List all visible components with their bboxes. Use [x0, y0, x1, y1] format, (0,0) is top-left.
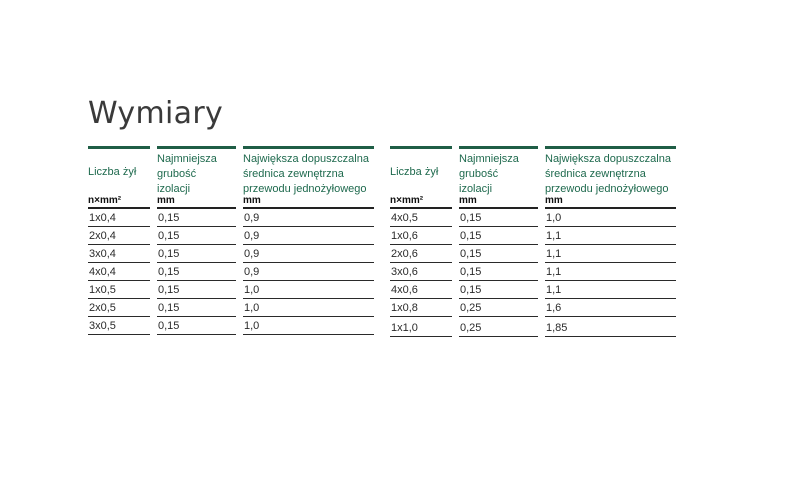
column-header — [459, 146, 538, 193]
table-cell: 0,15 — [157, 281, 236, 299]
table-cell: 1,0 — [243, 317, 374, 335]
table-cell: 0,15 — [157, 245, 236, 263]
column-header — [88, 146, 150, 193]
header-line: przewodu jednożyłowego — [545, 183, 669, 195]
header-line: Największa dopuszczalna — [545, 153, 671, 165]
table-cell: 4x0,5 — [390, 209, 452, 227]
table-cell: 1,1 — [545, 263, 676, 281]
header-line: przewodu jednożyłowego — [243, 183, 367, 195]
unit-label: mm — [545, 193, 676, 209]
column-header — [157, 146, 236, 193]
table-cell: 3x0,6 — [390, 263, 452, 281]
header-line: Liczba żył — [88, 166, 137, 178]
table-cell: 0,9 — [243, 263, 374, 281]
header-line: grubość — [459, 168, 499, 180]
table-cell: 1,1 — [545, 245, 676, 263]
table-cell: 1,1 — [545, 281, 676, 299]
unit-label: n×mm² — [88, 193, 150, 209]
table-cell: 0,25 — [459, 299, 538, 317]
column-header — [390, 146, 452, 193]
table-cell: 1,0 — [243, 281, 374, 299]
header-line: Liczba żył — [390, 166, 439, 178]
column-outer-diameter — [545, 146, 676, 337]
table-cell: 0,15 — [157, 227, 236, 245]
header-line: grubość — [157, 168, 197, 180]
table-cell: 0,15 — [157, 263, 236, 281]
header-line: średnica zewnętrzna — [545, 168, 646, 180]
table-cell: 1x1,0 — [390, 317, 452, 337]
table-cell: 1x0,8 — [390, 299, 452, 317]
page-title: Wymiary — [88, 96, 224, 131]
table-cell: 0,15 — [157, 209, 236, 227]
header-line: izolacji — [459, 183, 493, 195]
column-core-count — [88, 146, 150, 335]
table-cell: 0,15 — [459, 281, 538, 299]
table-cell: 2x0,6 — [390, 245, 452, 263]
column-header — [243, 146, 374, 193]
column-insulation — [459, 146, 538, 337]
unit-label: mm — [243, 193, 374, 209]
table-cell: 0,9 — [243, 209, 374, 227]
table-cell: 1,0 — [545, 209, 676, 227]
header-line: Największa dopuszczalna — [243, 153, 369, 165]
table-cell: 1x0,4 — [88, 209, 150, 227]
table-cell: 1x0,6 — [390, 227, 452, 245]
unit-label: mm — [157, 193, 236, 209]
table-cell: 0,15 — [459, 245, 538, 263]
table-cell: 1x0,5 — [88, 281, 150, 299]
table-cell: 0,15 — [157, 317, 236, 335]
header-line: Najmniejsza — [459, 153, 519, 165]
column-header — [545, 146, 676, 193]
column-core-count — [390, 146, 452, 337]
table-cell: 0,9 — [243, 227, 374, 245]
table-cell: 0,15 — [459, 227, 538, 245]
table-cell: 0,9 — [243, 245, 374, 263]
table-cell: 3x0,5 — [88, 317, 150, 335]
table-cell: 0,25 — [459, 317, 538, 337]
header-line: Najmniejsza — [157, 153, 217, 165]
table-cell: 4x0,6 — [390, 281, 452, 299]
table-cell: 0,15 — [459, 209, 538, 227]
header-line: średnica zewnętrzna — [243, 168, 344, 180]
table-cell: 3x0,4 — [88, 245, 150, 263]
table-cell: 2x0,4 — [88, 227, 150, 245]
table-cell: 0,15 — [157, 299, 236, 317]
unit-label: n×mm² — [390, 193, 452, 209]
table-cell: 2x0,5 — [88, 299, 150, 317]
unit-label: mm — [459, 193, 538, 209]
header-line: izolacji — [157, 183, 191, 195]
table-cell: 4x0,4 — [88, 263, 150, 281]
table-cell: 1,6 — [545, 299, 676, 317]
table-cell: 0,15 — [459, 263, 538, 281]
table-cell: 1,85 — [545, 317, 676, 337]
column-insulation — [157, 146, 236, 335]
column-outer-diameter — [243, 146, 374, 335]
table-cell: 1,1 — [545, 227, 676, 245]
table-cell: 1,0 — [243, 299, 374, 317]
